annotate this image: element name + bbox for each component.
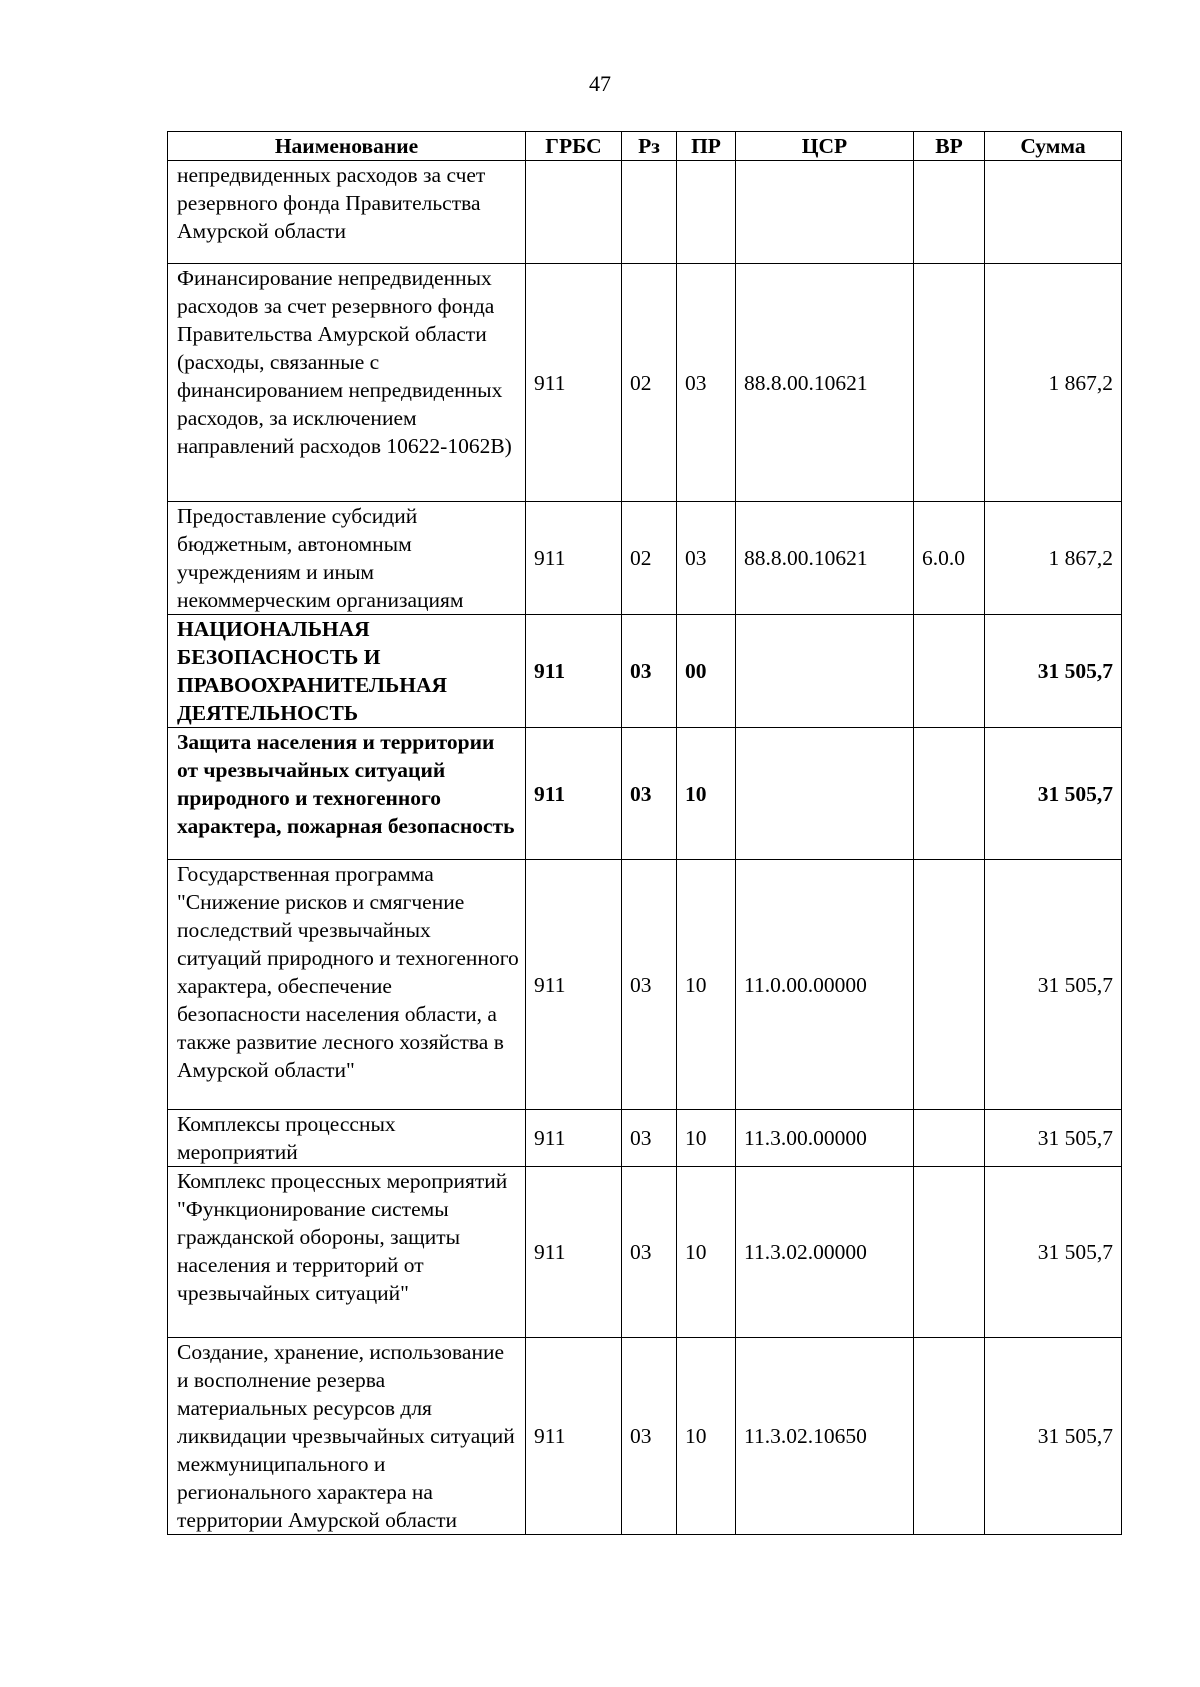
cell-rz: 03 — [622, 728, 677, 860]
page-number: 47 — [589, 71, 611, 96]
cell-pr: 10 — [677, 860, 736, 1110]
cell-csr — [736, 161, 914, 264]
cell-pr: 10 — [677, 728, 736, 860]
cell-sum: 31 505,7 — [985, 1167, 1122, 1338]
cell-grbs: 911 — [526, 1338, 622, 1535]
cell-rz: 03 — [622, 1110, 677, 1167]
table-row — [168, 1167, 1122, 1338]
cell-pr: 10 — [677, 1110, 736, 1167]
cell-vr — [914, 1167, 985, 1338]
cell-sum: 31 505,7 — [985, 1110, 1122, 1167]
cell-vr — [914, 161, 985, 264]
table-row — [168, 860, 1122, 1110]
cell-name: Комплексы процессных мероприятий — [168, 1110, 526, 1167]
cell-name: Комплекс процессных мероприятий "Функционирование системы гражданской обороны, защиты населения и территорий от чрезвычайных ситуаций" — [168, 1167, 526, 1338]
cell-pr: 00 — [677, 615, 736, 728]
cell-grbs: 911 — [526, 1167, 622, 1338]
cell-name: Защита населения и территории от чрезвычайных ситуаций природного и техногенного характера, пожарная безопасность — [168, 728, 526, 860]
header-vr: ВР — [914, 132, 985, 161]
table-row — [168, 728, 1122, 860]
table-header-row — [168, 132, 1122, 161]
cell-sum: 31 505,7 — [985, 860, 1122, 1110]
cell-rz: 03 — [622, 1167, 677, 1338]
cell-vr — [914, 615, 985, 728]
cell-vr — [914, 264, 985, 502]
cell-name: Государственная программа "Снижение рисков и смягчение последствий чрезвычайных ситуаций природного и техногенного характера, обеспечение безопасности населения области, а также развитие лесного хозяйства в Амурской области" — [168, 860, 526, 1110]
cell-vr — [914, 1338, 985, 1535]
budget-table — [167, 131, 1122, 1535]
header-csr: ЦСР — [736, 132, 914, 161]
cell-sum: 31 505,7 — [985, 728, 1122, 860]
table-row — [168, 1110, 1122, 1167]
table-row — [168, 615, 1122, 728]
cell-csr: 11.3.02.10650 — [736, 1338, 914, 1535]
header-rz: Рз — [622, 132, 677, 161]
cell-csr: 88.8.00.10621 — [736, 264, 914, 502]
cell-sum: 1 867,2 — [985, 502, 1122, 615]
cell-grbs — [526, 161, 622, 264]
cell-name: непредвиденных расходов за счет резервного фонда Правительства Амурской области — [168, 161, 526, 264]
cell-grbs: 911 — [526, 615, 622, 728]
cell-pr: 10 — [677, 1167, 736, 1338]
cell-pr: 03 — [677, 264, 736, 502]
table-row — [168, 264, 1122, 502]
cell-csr: 88.8.00.10621 — [736, 502, 914, 615]
cell-csr — [736, 728, 914, 860]
cell-rz: 03 — [622, 615, 677, 728]
header-pr: ПР — [677, 132, 736, 161]
header-sum: Сумма — [985, 132, 1122, 161]
header-name: Наименование — [168, 132, 526, 161]
table-row — [168, 1338, 1122, 1535]
cell-name: Предоставление субсидий бюджетным, автономным учреждениям и иным некоммерческим организациям — [168, 502, 526, 615]
cell-name: НАЦИОНАЛЬНАЯ БЕЗОПАСНОСТЬ И ПРАВООХРАНИТЕЛЬНАЯ ДЕЯТЕЛЬНОСТЬ — [168, 615, 526, 728]
cell-pr: 10 — [677, 1338, 736, 1535]
cell-vr — [914, 728, 985, 860]
cell-vr — [914, 860, 985, 1110]
cell-rz: 02 — [622, 264, 677, 502]
table-row — [168, 161, 1122, 264]
cell-sum — [985, 161, 1122, 264]
cell-csr: 11.3.02.00000 — [736, 1167, 914, 1338]
cell-csr: 11.3.00.00000 — [736, 1110, 914, 1167]
cell-grbs: 911 — [526, 1110, 622, 1167]
cell-pr — [677, 161, 736, 264]
cell-name: Финансирование непредвиденных расходов за счет резервного фонда Правительства Амурской области (расходы, связанные с финансированием непредвиденных расходов, за исключением направлений расходов 10622-1062В) — [168, 264, 526, 502]
cell-name: Создание, хранение, использование и восполнение резерва материальных ресурсов для ликвидации чрезвычайных ситуаций межмуниципального и регионального характера на территории Амурской области — [168, 1338, 526, 1535]
cell-grbs: 911 — [526, 502, 622, 615]
cell-pr: 03 — [677, 502, 736, 615]
cell-sum: 31 505,7 — [985, 1338, 1122, 1535]
cell-vr — [914, 1110, 985, 1167]
cell-sum: 1 867,2 — [985, 264, 1122, 502]
cell-rz — [622, 161, 677, 264]
header-grbs: ГРБС — [526, 132, 622, 161]
cell-grbs: 911 — [526, 860, 622, 1110]
cell-csr — [736, 615, 914, 728]
cell-sum: 31 505,7 — [985, 615, 1122, 728]
table-row — [168, 502, 1122, 615]
cell-rz: 02 — [622, 502, 677, 615]
cell-vr: 6.0.0 — [914, 502, 985, 615]
cell-grbs: 911 — [526, 728, 622, 860]
cell-rz: 03 — [622, 1338, 677, 1535]
cell-rz: 03 — [622, 860, 677, 1110]
cell-csr: 11.0.00.00000 — [736, 860, 914, 1110]
cell-grbs: 911 — [526, 264, 622, 502]
